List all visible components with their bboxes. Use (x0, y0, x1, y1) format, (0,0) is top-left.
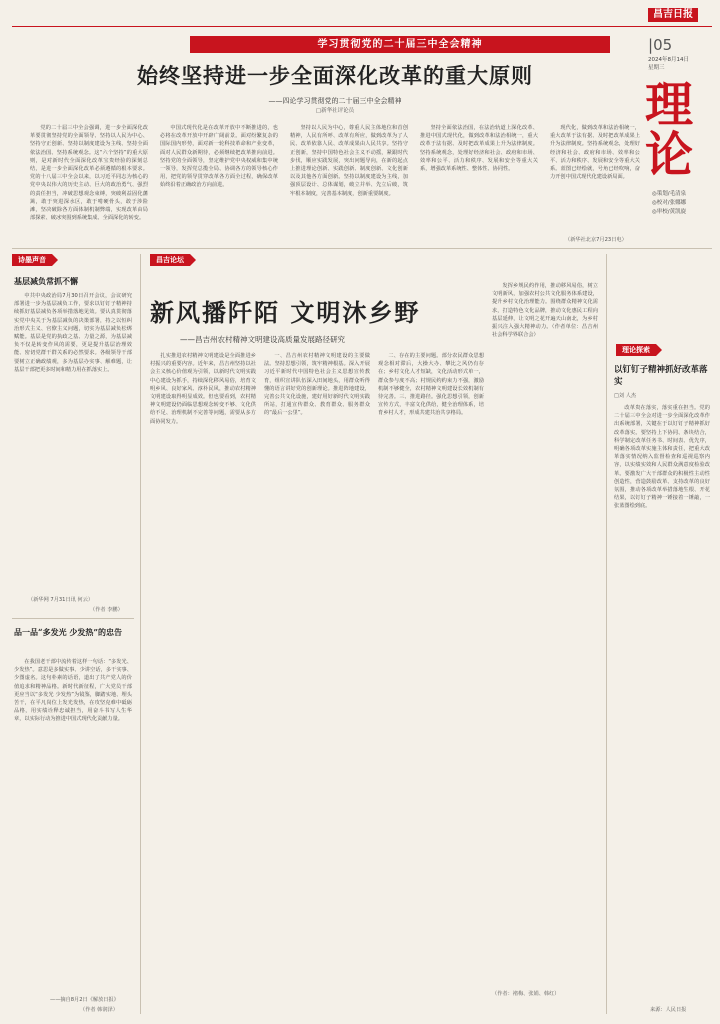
left-article-1-title: 基层减负常抓不懈 (14, 276, 78, 286)
left-divider (12, 618, 134, 619)
feature-title: 新风播阡陌 文明沐乡野 (150, 298, 421, 327)
left-article-1-body: 中共中央政治局7月30日召开会议，会议研究部署进一步为基层减负工作，要求以钉钉子精神持续抓好基层减负各项举措落地见效。要认真贯彻落实党中央关于为基层减负的决策部署，持之以恒纠治形式主义、官僚主义问题，切实为基层减负松绑赋能。基层是党的执政之基、力量之源，为基层减负不仅是转变作风的需要，更是提升基层治理效能、密切党群干群关系的必然要求。各级领导干部要树立正确政绩观，多为基层办实事、解难题，让基层干部把更多时间和精力用在抓落实上。 (14, 293, 132, 373)
editor-credit: ◎策划/毛清泉 (652, 191, 687, 197)
date: 2024年8月14日 (648, 57, 689, 63)
main-article-col-4: 坚持全面依法治国，在法治轨道上深化改革、推进中国式现代化，做到改革和法治相统一，重大改革于法有据、及时把改革成果上升为法律制度。坚持系统观念，处理好经济和社会、政府和市场、效率和公平、活力和秩序、发展和安全等重大关系，增强改革系统性、整体性、协同性。 (420, 125, 538, 173)
feature-col-4: 发挥乡规民约作用，推动移风易俗，树立文明新风，加强农村公共文化服务体系建设，提升乡村文化治理能力。围绕群众精神文化需求，打造特色文化品牌，推动文化惠民工程向基层延伸，让文明之花开遍天山南北，为乡村振兴注入强大精神动力。（作者单位：昌吉州社会科学界联合会） (492, 283, 598, 339)
left-article-1-source: （新华网 7月31日讯 何云） (28, 597, 94, 603)
column-rule (140, 254, 141, 1014)
left-article-2-title: 品一品“多发光 少发热”的忠告 (14, 627, 122, 637)
left-section-tag: 诗墨声音 (12, 254, 52, 266)
main-article-source: （新华社北京7月23日电） (565, 237, 627, 243)
masthead-rule (12, 26, 712, 27)
editor-credits (652, 190, 686, 217)
feature-author: （作者：褚梅、张娟、韩红） (492, 991, 560, 997)
feature-col-1: 扎实推进农村精神文明建设是全面推进乡村振兴的重要内容。近年来，昌吉州坚持以社会主义核心价值观为引领，以新时代文明实践中心建设为抓手，持续深化移风易俗，培育文明乡风、良好家风、淳朴民风，推动农村精神文明建设取得明显成效。但也要看到，农村精神文明建设仍面临思想观念转变不够、文化供给不足、治理机制不完善等问题，需要从多方面协同发力。 (150, 353, 256, 425)
left-article-2-author: （作者 韩润泽） (80, 1007, 118, 1013)
section-title: 理论 (644, 77, 693, 183)
right-article-title: 以钉钉子精神抓好改革落实 (614, 365, 708, 387)
feature-col-2: 一、昌吉州农村精神文明建设的主要做法。坚持思想引领，筑牢精神根基。深入开展习近平新时代中国特色社会主义思想宣传教育，组织宣讲队伍深入田间地头，用群众听得懂的语言讲好党的创新理论。推进阵地建设，完善公共文化设施，建好用好新时代文明实践所站，打通宣传群众、教育群众、服务群众的“最后一公里”。 (264, 353, 370, 417)
main-article-byline: □新华社评论员 (315, 108, 355, 114)
main-article-col-3: 坚持以人民为中心，尊重人民主体地位和首创精神，人民有所呼、改革有所应，做到改革为了人民、改革依靠人民、改革成果由人民共享。坚持守正创新，坚持中国特色社会主义不动摇，紧跟时代步伐，顺应实践发展，突出问题导向，在新的起点上推进理论创新、实践创新、制度创新、文化创新以及其他各方面创新。坚持以制度建设为主线，加强顶层设计、总体谋划，破立并举、先立后破，筑牢根本制度，完善基本制度，创新重要制度。 (290, 125, 408, 197)
feature-section-tag: 昌吉论坛 (150, 254, 190, 266)
left-article-2-body: 在我国老干部中流传着这样一句话：“多发光、少发热”。意思是多做实事、少讲空话，多干实事、少图虚名。这句朴素的话语，道出了共产党人的价值追求和精神品格。新时代新征程，广大党员干部更应当以“多发光 少发热”为镜鉴，脚踏实地、埋头苦干，在平凡岗位上发光发热，在攻坚克难中砥砺品格，用实绩诠释忠诚担当，用奋斗书写人生华章，以实际行动为推进中国式现代化贡献力量。 (14, 659, 132, 723)
column-rule (606, 254, 607, 1014)
banner: 学习贯彻党的二十届三中全会精神 (190, 36, 610, 53)
main-article-col-2: 中国式现代化是在改革开放中不断推进的，也必将在改革开放中开辟广阔前景。面对纷繁复杂的国际国内形势，面对新一轮科技革命和产业变革，面对人民群众新期待，必须继续把改革推向前进。坚持党的全面领导，坚定维护党中央权威和集中统一领导，发挥党总揽全局、协调各方的领导核心作用，把党的领导贯穿改革各方面全过程，确保改革始终沿着正确政治方向前进。 (160, 125, 278, 189)
feature-subtitle: ——昌吉州农村精神文明建设高质量发展路径研究 (180, 335, 345, 344)
main-article-title: 始终坚持进一步全面深化改革的重大原则 (137, 63, 533, 88)
right-article-source: 来源：人民日报 (650, 1007, 687, 1013)
main-article-col-5: 现代化，做到改革和法治相统一，重大改革于法有据、及时把改革成果上升为法律制度。坚持系统观念，处理好经济和社会、政府和市场、效率和公平、活力和秩序、发展和安全等重大关系。蓝图已经绘就，号角已经吹响，奋力开创中国式现代化建设新局面。 (550, 125, 640, 181)
newspaper-logo: 昌吉日报 (648, 8, 698, 22)
editor-credit: ◎校对/张娜娜 (652, 200, 687, 206)
section-divider (12, 248, 712, 249)
main-article-subtitle: ——四论学习贯彻党的二十届三中全会精神 (268, 97, 402, 105)
date-block (648, 56, 689, 72)
feature-col-3: 二、存在的主要问题。部分农民群众思想观念相对滞后，大操大办、攀比之风仍有存在；乡村文化人才短缺，文化活动形式单一，群众参与度不高；村规民约约束力不强，激励机制不够健全，农村精神文明建设长效机制有待完善。三、推进路径。强化思想引领，创新宣传方式，丰富文化供给，健全治理体系，培育乡村人才，形成共建共治共享格局。 (378, 353, 484, 417)
right-article-body: 改革贵在落实，落实重在担当。党的二十届三中全会对进一步全面深化改革作出系统部署，关键在于以钉钉子精神抓好改革落实。要坚持上下协同、条块结合，科学制定改革任务书、时间表、优先序，明确各项改革实施主体和责任，把重大改革落实情况纳入监督检查和巡视巡察内容，以实绩实效和人民群众满意度检验改革。要激发广大干部群众的积极性主动性创造性，营造鼓励改革、支持改革的良好氛围，推动各项改革举措落地生根、开花结果，以钉钉子精神一锤接着一锤敲，一张蓝图绘到底。 (614, 405, 710, 510)
main-article-col-1: 党的二十届三中全会强调，进一步全面深化改革要贯彻坚持党的全面领导、坚持以人民为中心、坚持守正创新、坚持以制度建设为主线、坚持全面依法治国、坚持系统观念。这“六个坚持”的重大原则，是对新时代全面深化改革宝贵经验的深刻总结，是进一步全面深化改革必须遵循的根本要求。党的十八届三中全会以来，以习近平同志为核心的党中央以伟大的历史主动、巨大的政治勇气、强烈的责任担当，冲破思想观念束缚，突破利益固化藩篱，敢于突进深水区，敢于啃硬骨头，敢于涉险滩，坚决破除各方面体制机制弊端，实现改革由局部探索、破冰突围到系统集成、全面深化的转变。 (30, 125, 148, 222)
weekday: 星期三 (648, 65, 665, 71)
page-number: |05 (648, 36, 673, 54)
right-article-byline: □刘 人杰 (614, 393, 637, 399)
left-article-1-author: （作者 李鹏） (90, 607, 123, 613)
left-article-2-source: ——摘自8月2日《解放日报》 (50, 997, 119, 1003)
right-section-tag: 理论探索 (616, 344, 656, 356)
editor-credit: ◎审校/黄凯旋 (652, 209, 687, 215)
